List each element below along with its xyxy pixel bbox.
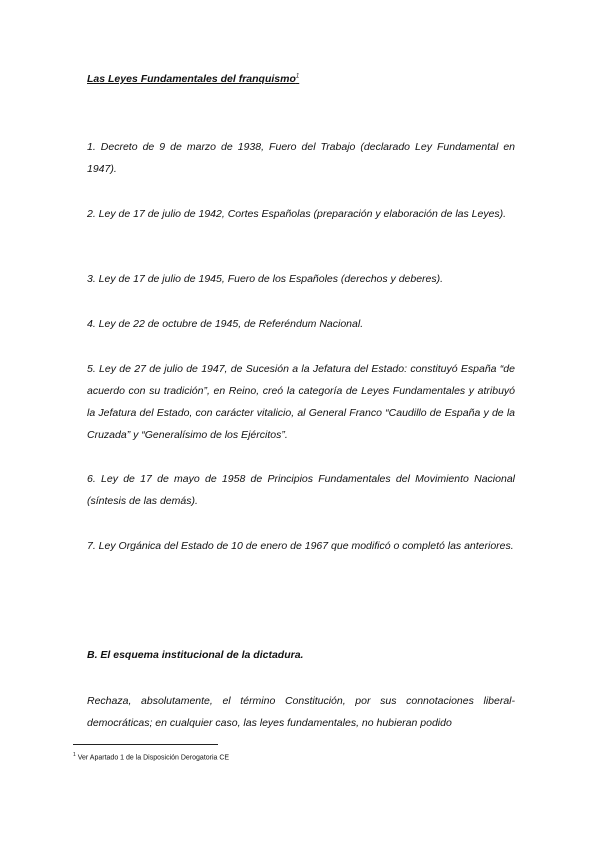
footnote-ref: 1 (295, 73, 300, 80)
footnote-text: Ver Apartado 1 de la Disposición Derogatoria CE (77, 754, 230, 762)
footnote-number: 1 (73, 752, 76, 758)
law-item-7: 7. Ley Orgánica del Estado de 10 de enero de 1967 que modificó o completó las anteriores. (87, 540, 514, 552)
law-item-1: 1. Decreto de 9 de marzo de 1938, Fuero del Trabajo (declarado Ley Fundamental en 1947). (87, 141, 515, 175)
section-heading: B. El esquema institucional de la dictadura. (87, 649, 304, 661)
law-item-6: 6. Ley de 17 de mayo de 1958 de Principios Fundamentales del Movimiento Nacional (síntesis de las demás). (87, 473, 515, 507)
page-title (87, 73, 299, 85)
footnote (73, 752, 229, 761)
law-item-5: 5. Ley de 27 de julio de 1947, de Sucesión a la Jefatura del Estado: constituyó España “de acuerdo con su tradición”, en Reino, creó la categoría de Leyes Fundamentales y atribuyó la Jefatura del Estado, con carácter vitalicio, al General Franco “Caudillo de España y de la Cruzada” y “Generalísimo de los Ejércitos”. (87, 363, 515, 441)
footnote-divider (73, 744, 218, 745)
law-item-3: 3. Ley de 17 de julio de 1945, Fuero de los Españoles (derechos y deberes). (87, 273, 444, 285)
title-text: Las Leyes Fundamentales del franquismo (87, 73, 296, 85)
law-item-2: 2. Ley de 17 de julio de 1942, Cortes Españolas (preparación y elaboración de las Leyes). (87, 208, 507, 220)
body-paragraph: Rechaza, absolutamente, el término Constitución, por sus connotaciones liberal-democráticas; en cualquier caso, las leyes fundamentales, no hubieran podido (87, 695, 515, 729)
law-item-4: 4. Ley de 22 de octubre de 1945, de Referéndum Nacional. (87, 318, 364, 330)
